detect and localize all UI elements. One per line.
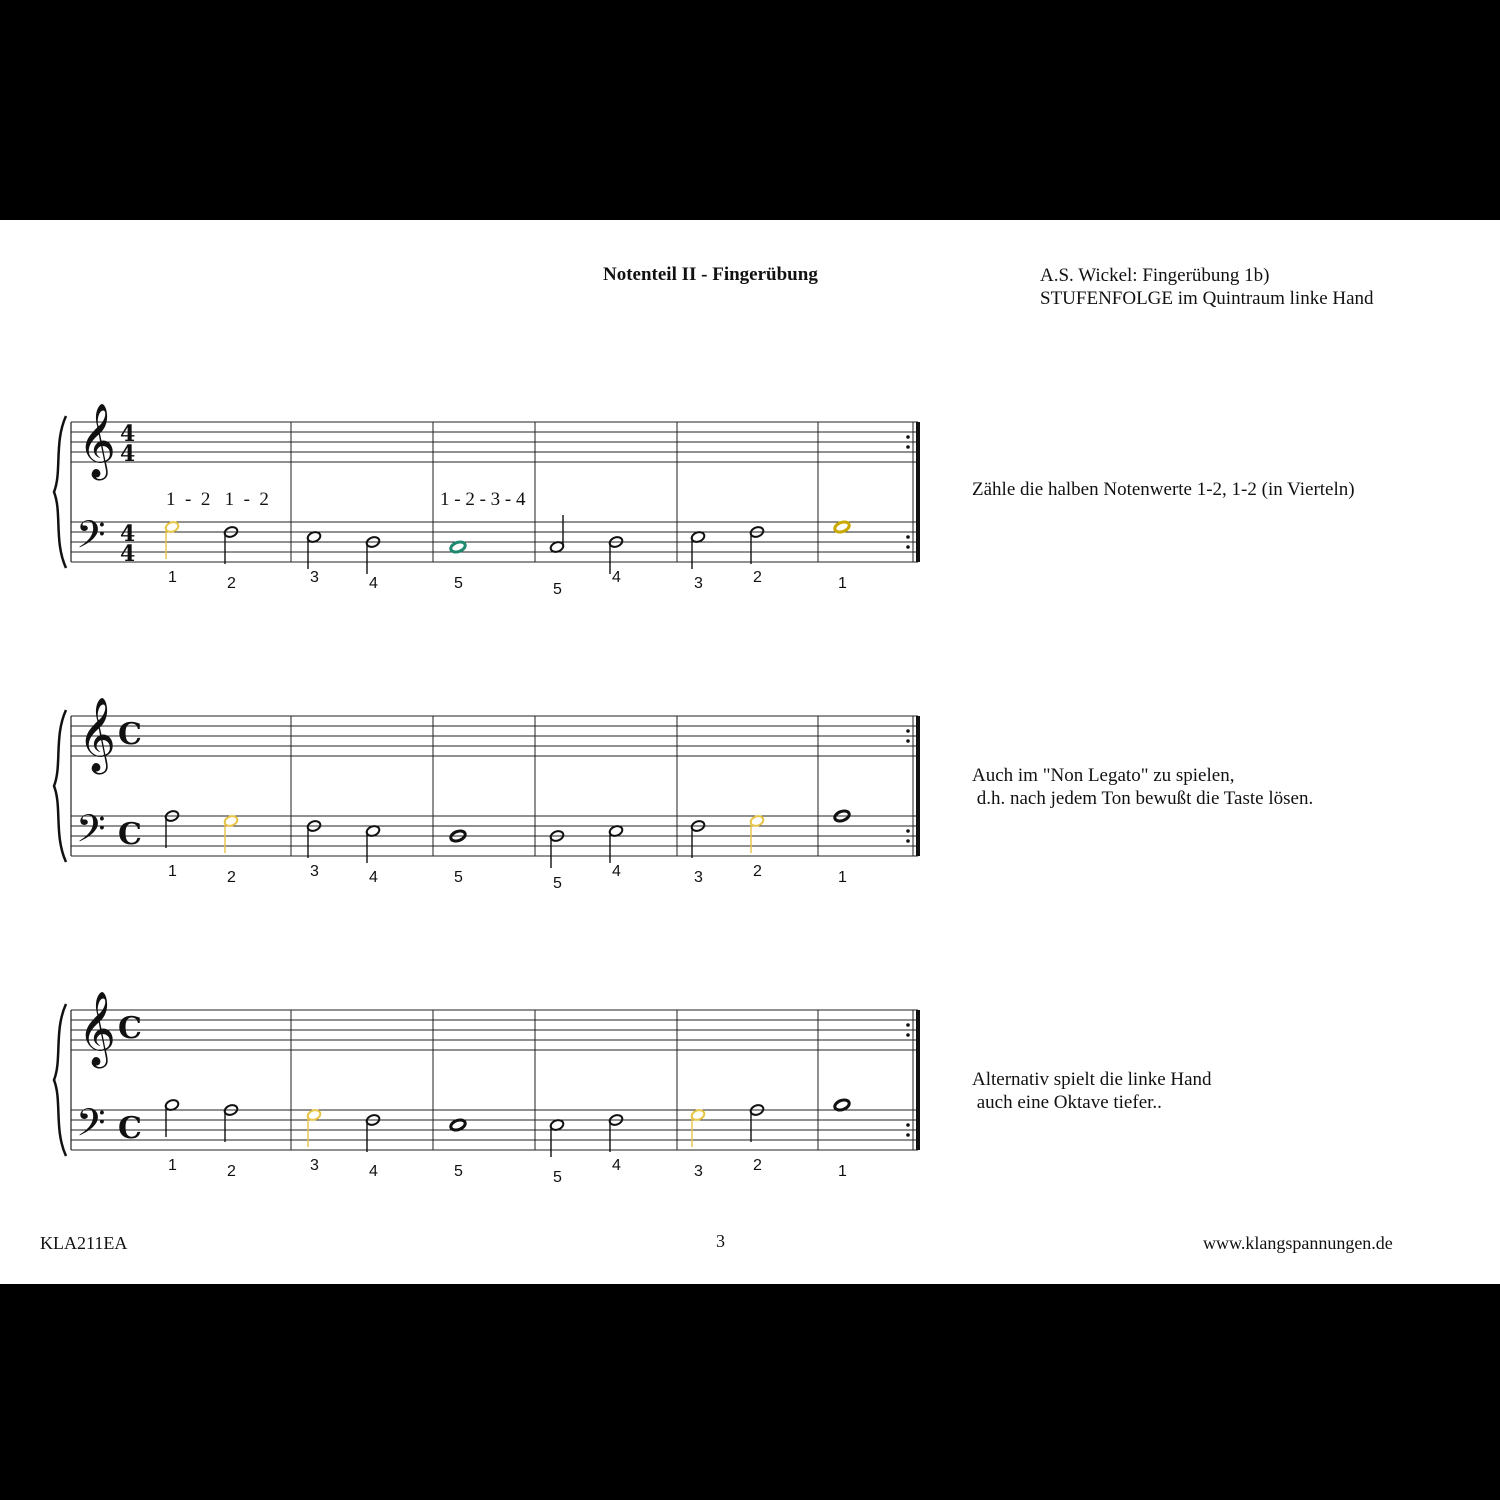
subtitle-line: STUFENFOLGE im Quintraum linke Hand: [1040, 288, 1374, 309]
time-signature: C: [118, 1111, 142, 1146]
time-signature: C: [118, 1011, 142, 1046]
note: [223, 814, 238, 886]
time-signature-top: 4: [120, 421, 136, 447]
finger-number: 3: [694, 575, 703, 592]
finger-number: 4: [612, 569, 621, 586]
note: [306, 530, 321, 586]
note: [749, 525, 764, 586]
instruction-line: d.h. nach jedem Ton bewußt die Taste lösen.: [972, 788, 1314, 809]
music-system-3: [0, 988, 940, 1218]
finger-number: 1: [168, 569, 177, 586]
brace: [54, 416, 66, 568]
counting-label: 1 - 2 1 - 2: [166, 489, 269, 510]
note: [449, 829, 466, 886]
repeat-dot: [906, 1023, 910, 1027]
finger-number: 1: [168, 1157, 177, 1174]
finger-number: 5: [454, 575, 463, 592]
finger-number: 5: [454, 1163, 463, 1180]
instruction-line: auch eine Oktave tiefer..: [972, 1092, 1162, 1113]
note: [690, 1108, 705, 1180]
repeat-dot: [906, 545, 910, 549]
composer-line: A.S. Wickel: Fingerübung 1b): [1040, 265, 1270, 286]
note: [549, 829, 564, 892]
note: [223, 525, 238, 592]
instruction-3: [972, 1068, 1212, 1114]
music-system-1: [0, 400, 940, 630]
note: [306, 819, 321, 880]
note: [449, 540, 466, 592]
repeat-dot: [906, 535, 910, 539]
finger-number: 4: [369, 1163, 378, 1180]
finger-number: 5: [553, 581, 562, 598]
repeat-dot: [906, 1123, 910, 1127]
note: [164, 520, 179, 586]
note: [365, 1113, 380, 1180]
finger-number: 3: [310, 863, 319, 880]
instruction-line: Auch im "Non Legato" zu spielen,: [972, 765, 1235, 786]
repeat-dot: [906, 829, 910, 833]
repeat-dot: [906, 739, 910, 743]
note: [365, 824, 380, 886]
note: [365, 535, 380, 592]
repeat-dot: [906, 445, 910, 449]
bass-clef: 𝄢: [76, 806, 106, 860]
time-signature: C: [118, 717, 142, 752]
treble-clef: 𝄞: [78, 698, 116, 772]
finger-number: 5: [454, 869, 463, 886]
note: [690, 819, 705, 886]
finger-number: 4: [612, 1157, 621, 1174]
finger-number: 1: [838, 575, 847, 592]
final-barline: [916, 422, 920, 562]
time-signature-bottom: 4: [120, 441, 136, 467]
bass-clef: 𝄢: [76, 1100, 106, 1154]
note: [306, 1108, 321, 1174]
instruction-line: Zähle die halben Notenwerte 1-2, 1-2 (in Vierteln): [972, 479, 1355, 500]
finger-number: 5: [553, 1169, 562, 1186]
time-signature: C: [118, 817, 142, 852]
note: [608, 824, 623, 880]
time-signature-top: 4: [120, 521, 136, 547]
footer-website[interactable]: www.klangspannungen.de: [1203, 1233, 1393, 1253]
note: [549, 1118, 564, 1186]
final-barline: [916, 716, 920, 856]
brace: [54, 1004, 66, 1156]
note: [223, 1103, 238, 1180]
piece-info: [1040, 264, 1374, 310]
finger-number: 4: [369, 575, 378, 592]
note: [690, 530, 705, 592]
finger-number: 2: [227, 1163, 236, 1180]
instruction-2: [972, 764, 1313, 810]
finger-number: 1: [838, 1163, 847, 1180]
finger-number: 2: [227, 869, 236, 886]
finger-number: 3: [694, 1163, 703, 1180]
finger-number: 2: [227, 575, 236, 592]
finger-number: 4: [612, 863, 621, 880]
note: [164, 809, 179, 880]
note: [608, 535, 623, 586]
repeat-dot: [906, 1033, 910, 1037]
finger-number: 3: [694, 869, 703, 886]
final-barline: [916, 1010, 920, 1150]
note: [749, 1103, 764, 1174]
note: [549, 515, 564, 598]
finger-number: 2: [753, 1157, 762, 1174]
treble-clef: 𝄞: [78, 404, 116, 478]
instruction-line: Alternativ spielt die linke Hand: [972, 1069, 1212, 1090]
note: [608, 1113, 623, 1174]
finger-number: 1: [838, 869, 847, 886]
counting-label: 1 - 2 - 3 - 4: [440, 489, 526, 510]
time-signature-bottom: 4: [120, 541, 136, 567]
note: [749, 814, 764, 880]
footer-code: KLA211EA: [40, 1233, 128, 1253]
repeat-dot: [906, 1133, 910, 1137]
repeat-dot: [906, 729, 910, 733]
brace: [54, 710, 66, 862]
finger-number: 3: [310, 569, 319, 586]
page-number: 3: [716, 1231, 725, 1251]
finger-number: 4: [369, 869, 378, 886]
instruction-1: [972, 478, 1355, 501]
note: [833, 809, 850, 886]
finger-number: 1: [168, 863, 177, 880]
finger-number: 5: [553, 875, 562, 892]
finger-number: 2: [753, 569, 762, 586]
repeat-dot: [906, 435, 910, 439]
page-title: Notenteil II - Fingerübung: [603, 264, 818, 285]
note: [449, 1118, 466, 1180]
note: [833, 520, 850, 592]
music-system-2: [0, 694, 940, 924]
sheet-page: [0, 220, 1500, 1284]
repeat-dot: [906, 839, 910, 843]
finger-number: 3: [310, 1157, 319, 1174]
finger-number: 2: [753, 863, 762, 880]
treble-clef: 𝄞: [78, 992, 116, 1066]
bass-clef: 𝄢: [76, 512, 106, 566]
